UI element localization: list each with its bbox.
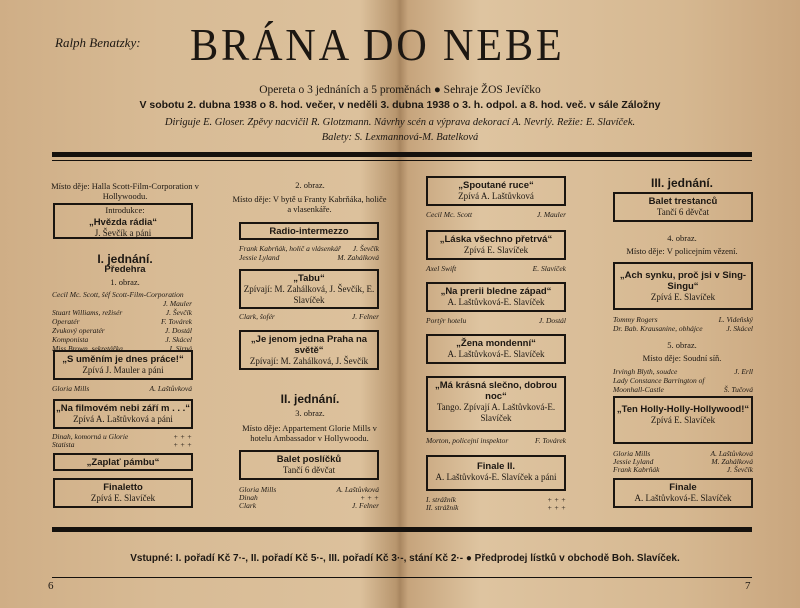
cast-row	[613, 315, 753, 324]
cast-list	[426, 210, 566, 219]
number-box	[426, 282, 566, 312]
cast-actor: A. Laštůvková	[149, 384, 192, 393]
cast-list	[239, 244, 379, 262]
intro-label: Introdukce:	[105, 205, 145, 215]
scene-heading: 1. obraz.	[110, 277, 140, 287]
prelude: Předehra	[104, 264, 146, 275]
cast-row	[52, 335, 192, 344]
number-title: „Zaplať pámbu“	[86, 457, 160, 468]
top-rule	[52, 152, 752, 157]
cast-row	[613, 376, 753, 394]
cast-actor: + + +	[547, 503, 566, 512]
number-performers: Tango. Zpívají A. Laštůvková-E. Slavíček	[436, 402, 556, 423]
place-4: Místo děje: V policejním vězení.	[626, 246, 738, 256]
cast-role: Statista	[52, 440, 75, 449]
cast-role: Clark	[239, 501, 257, 510]
cast-role: I. strážník	[426, 495, 456, 504]
number-title: „Na filmovém nebi září m . . .“	[55, 403, 191, 414]
cast-role: Morton, policejní inspektor	[426, 436, 509, 445]
cast-row	[52, 326, 192, 335]
number-title: „Ten Holly-Holly-Hollywood!“	[616, 404, 750, 415]
number-box	[239, 222, 379, 240]
cast-role: Dinah	[239, 493, 258, 502]
act-heading: I. jednání.	[97, 252, 153, 266]
number-box	[53, 399, 193, 429]
cast-role: Zvukový operatér	[52, 326, 105, 335]
cast-role: Jessie Lyland	[613, 457, 654, 466]
performance-dates: V sobotu 2. dubna 1938 o 8. hod. večer, v neděli 3. dubna 1938 o 3. h. odpol. a 8. hod. več. v sále Záložny	[139, 99, 661, 111]
number-performers: Zpívají: M. Zahálková, J. Ševčík, E. Slavíček	[243, 284, 375, 305]
cast-actor: J. Skácel	[726, 324, 753, 333]
cast-list	[426, 436, 566, 445]
number-title: „Žena mondenní“	[456, 338, 536, 349]
cast-row	[613, 324, 753, 333]
number-performers: Tančí 6 děvčat	[282, 465, 336, 475]
cast-role: Operatér	[52, 317, 80, 326]
cast-actor: J. Dostál	[538, 316, 566, 325]
cast-role: Frank Kabrňák	[613, 465, 660, 474]
act-heading: III. jednání.	[650, 176, 713, 190]
cast-actor: A. Laštůvková	[710, 449, 753, 458]
cast-role: Komponista	[52, 335, 89, 344]
number-performers: Zpívá E. Slavíček	[90, 493, 156, 503]
number-title: Balet poslíčků	[276, 454, 342, 465]
cast-actor: J. Ševčík	[352, 244, 379, 253]
number-performers: Zpívá J. Mauler a páni	[82, 365, 164, 375]
cast-actor: J. Mauler	[536, 210, 566, 219]
number-performers: Zpívá A. Laštůvková a páni	[73, 414, 173, 424]
cast-role: Lady Constance Barrington of Moonhall-Castle	[613, 376, 705, 394]
cast-row	[52, 432, 192, 440]
cast-row	[52, 308, 192, 317]
cast-row	[426, 264, 566, 273]
number-title: „Ach synku, proč jsi v Sing-Singu“	[619, 270, 747, 292]
credits: Diriguje E. Gloser. Zpěvy nacvičil R. Glotzmann. Návrhy scén a výprava dekorací A. Nevrlý. Režie: E. Slavíček.	[164, 117, 636, 128]
number-box	[53, 203, 193, 239]
page-number-left: 6	[48, 580, 54, 592]
cast-role: Axel Swift	[426, 264, 457, 273]
page-title: BRÁNA DO NEBE	[190, 19, 565, 70]
cast-row	[239, 253, 379, 262]
footer-text: Vstupné: I. pořadí Kč 7·-, II. pořadí Kč 5·-, III. pořadí Kč 3·-, stání Kč 2·- ● Předprodej lístků v obchodě Boh. Slavíček.	[130, 553, 680, 564]
cast-actor: J. Ševčík	[165, 308, 192, 317]
scene-heading: 5. obraz.	[667, 340, 697, 350]
number-performers: Zpívají: M. Zahálková, J. Ševčík	[249, 356, 369, 366]
cast-list	[426, 316, 566, 325]
number-box	[613, 192, 753, 222]
cast-list	[239, 485, 379, 509]
number-performers: Zpívá E. Slavíček	[650, 292, 716, 302]
number-box	[239, 330, 379, 370]
cast-actor: J. Erll	[734, 367, 753, 376]
cast-role: Jessie Lyland	[239, 253, 280, 262]
place-5: Místo děje: Soudní síň.	[642, 353, 722, 363]
number-title: Finale II.	[476, 461, 515, 472]
cast-role: Dr. Bab. Krausanine, obhájce	[613, 324, 703, 333]
cast-actor: J. Dostál	[164, 326, 192, 335]
cast-actor: L. Videňský	[718, 315, 753, 324]
cast-row	[52, 290, 192, 299]
number-performers: Zpívá E. Slavíček	[463, 245, 529, 255]
scene-heading: 2. obraz.	[295, 180, 325, 190]
number-title: „Spoutané ruce“	[458, 180, 534, 191]
number-performers: A. Laštůvková-E. Slavíček a páni	[435, 472, 557, 482]
number-title: „Hvězda rádia“	[88, 217, 158, 228]
cast-role: Gloria Mills	[239, 485, 277, 494]
cast-actor: J. Ševčík	[726, 465, 753, 474]
cast-actor: M. Zahálková	[337, 253, 379, 262]
number-box	[53, 478, 193, 508]
cast-role: Gloria Mills	[52, 384, 90, 393]
cast-role: Portýr hotelu	[426, 316, 467, 325]
cast-list	[52, 432, 192, 448]
top-rule-thin	[52, 160, 752, 161]
cast-row	[613, 465, 753, 473]
cast-actor: J. Felner	[351, 312, 379, 321]
cast-actor: J. Felner	[351, 501, 379, 510]
number-title: „Láska všechno přetrvá“	[439, 234, 553, 245]
number-performers: A. Laštůvková-E. Slavíček	[447, 349, 545, 359]
number-performers: J. Ševčík a páni	[94, 228, 152, 238]
cast-actor: Š. Tučová	[723, 385, 753, 394]
cast-actor: + + +	[547, 495, 566, 504]
cast-list	[613, 315, 753, 333]
number-box	[53, 350, 193, 380]
ballet-credits: Balety: S. Lexmannová-M. Batelková	[321, 132, 479, 143]
cast-role: II. strážník	[426, 503, 459, 512]
cast-row	[426, 503, 566, 511]
cast-row	[239, 493, 379, 501]
cast-row	[52, 317, 192, 326]
cast-actor: J. Skácel	[165, 335, 192, 344]
cast-row	[426, 495, 566, 503]
number-box	[613, 396, 753, 444]
cast-actor: F. Továrek	[535, 436, 566, 445]
cast-list	[52, 290, 192, 353]
scene-heading: 4. obraz.	[667, 233, 697, 243]
number-title: „Na prerii bledne západ“	[440, 286, 552, 297]
cast-actor: J. Mauler	[162, 299, 192, 308]
subtitle: Opereta o 3 jednáních a 5 proměnách ● Sehraje ŽOS Jevíčko	[259, 84, 541, 96]
number-box	[426, 376, 566, 432]
number-box	[613, 478, 753, 508]
cast-row	[52, 384, 192, 393]
number-title: Finaletto	[103, 482, 143, 493]
cast-row	[239, 485, 379, 493]
page-number-right: 7	[745, 580, 751, 592]
author: Ralph Benatzky:	[55, 35, 141, 50]
number-title: „Je jenom jedna Praha na světě“	[250, 334, 368, 356]
cast-role: Frank Kabrňák, holič a vlásenkář	[239, 244, 341, 253]
cast-row	[239, 501, 379, 509]
cast-actor: + + +	[173, 440, 192, 449]
cast-row	[239, 244, 379, 253]
cast-role: Clark, šofér	[239, 312, 275, 321]
cast-role: Miss Brown, sekretářka	[52, 344, 123, 353]
number-title: Finale	[669, 482, 697, 493]
number-box	[426, 176, 566, 206]
cast-row	[52, 299, 192, 308]
cast-list	[426, 264, 566, 273]
number-box	[613, 262, 753, 310]
cast-role: Cecil Mc. Scott, šéf Scott-Film-Corporation	[52, 290, 184, 299]
cast-row	[613, 457, 753, 465]
cast-role: Dinah, komorná u Glorie	[52, 432, 129, 441]
cast-list	[239, 312, 379, 321]
cast-actor: F. Továrek	[161, 317, 192, 326]
cast-role: Tommy Rogers	[613, 315, 658, 324]
place-2: Místo děje: V bytě u Franty Kabrňáka, holiče a vlasenkáře.	[232, 194, 387, 214]
cast-row	[613, 449, 753, 457]
cast-actor: J. Sirná	[168, 344, 192, 353]
number-box	[426, 230, 566, 260]
cast-row	[426, 316, 566, 325]
number-box	[53, 453, 193, 471]
cast-list	[613, 449, 753, 473]
cast-role: Gloria Mills	[613, 449, 651, 458]
cast-row	[426, 436, 566, 445]
number-box	[239, 269, 379, 309]
cast-row	[52, 440, 192, 448]
cast-row	[426, 210, 566, 219]
number-title: „Má krásná slečno, dobrou noc“	[435, 380, 557, 402]
number-performers: Tančí 6 děvčat	[656, 207, 710, 217]
scene-heading: 3. obraz.	[295, 408, 325, 418]
number-title: „Tabu“	[293, 273, 325, 284]
cast-role: Cecil Mc. Scott	[426, 210, 473, 219]
cast-row	[613, 367, 753, 376]
cast-actor: M. Zahálková	[711, 457, 753, 466]
cast-role: Stuart Williams, režisér	[52, 308, 123, 317]
place-3: Místo děje: Appartement Glorie Mills v hotelu Ambassador v Hollywoodu.	[242, 423, 377, 443]
place-1: Místo děje: Halla Scott-Film-Corporation v Hollywoodu.	[51, 181, 199, 201]
cast-list	[613, 367, 753, 394]
number-title: „S uměním je dnes práce!“	[62, 354, 184, 365]
number-performers: Zpívá A. Laštůvková	[458, 191, 534, 201]
cast-list	[426, 495, 566, 511]
cast-role: Irvingh Blyth, soudce	[613, 367, 678, 376]
cast-list	[52, 384, 192, 393]
number-performers: Zpívá E. Slavíček	[650, 415, 716, 425]
cast-actor: A. Laštůvková	[336, 485, 379, 494]
number-title: Balet trestanců	[648, 196, 718, 207]
cast-actor: + + +	[360, 493, 379, 502]
number-box	[426, 334, 566, 364]
footer-rule	[52, 577, 752, 578]
act-heading: II. jednání.	[280, 392, 340, 406]
number-box	[426, 455, 566, 491]
cast-row	[239, 312, 379, 321]
number-performers: A. Laštůvková-E. Slavíček	[447, 297, 545, 307]
number-box	[239, 450, 379, 480]
cast-actor: + + +	[173, 432, 192, 441]
number-title: Radio-intermezzo	[269, 226, 349, 237]
bottom-rule	[52, 527, 752, 532]
number-performers: A. Laštůvková-E. Slavíček	[634, 493, 732, 503]
cast-actor: E. Slavíček	[532, 264, 566, 273]
